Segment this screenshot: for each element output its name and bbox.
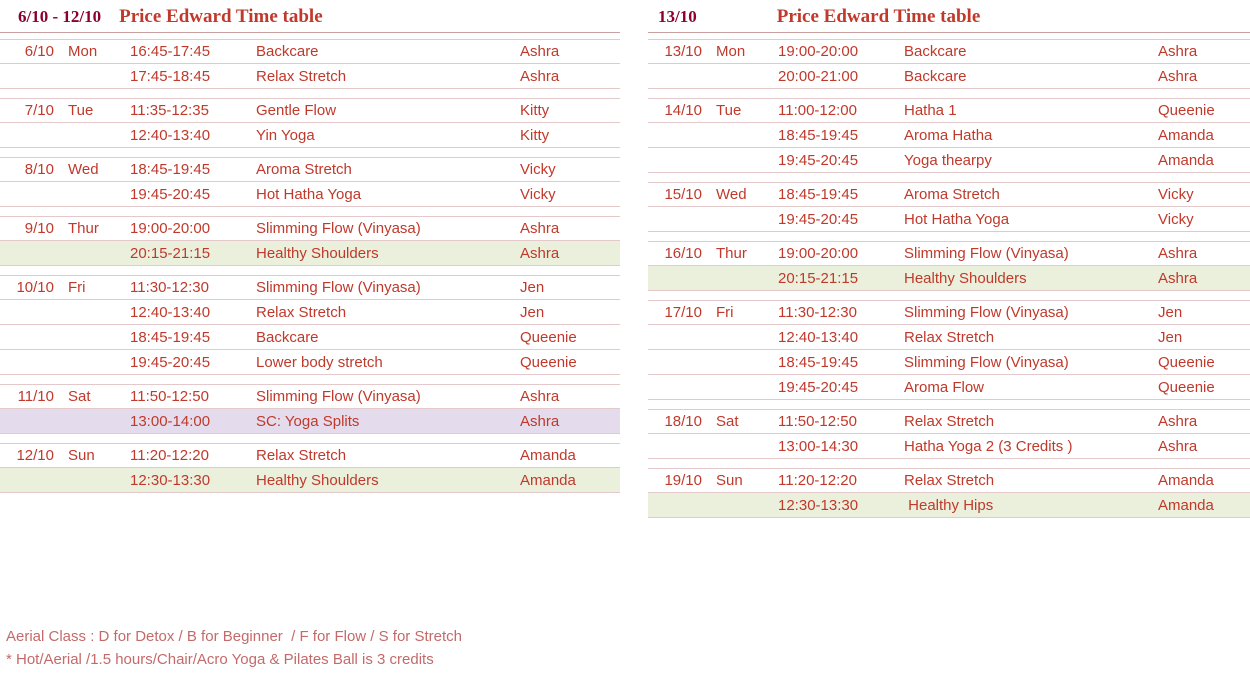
row-weekday: Mon — [716, 43, 746, 60]
row-time: 18:45-19:45 — [130, 161, 211, 178]
row-date: 11/10 — [17, 388, 54, 405]
row-date: 12/10 — [16, 447, 54, 464]
row-time: 18:45-19:45 — [778, 353, 859, 371]
row-time: 12:30-13:30 — [130, 471, 211, 489]
footer-note-1: Aerial Class : D for Detox / B for Beginner / F for Flow / S for Stretch — [6, 628, 462, 645]
row-class-name: Backcare — [904, 43, 967, 60]
row-date: 19/10 — [664, 472, 702, 489]
row-weekday: Tue — [68, 102, 94, 119]
class-row — [0, 350, 620, 375]
class-row — [648, 182, 1250, 207]
row-weekday: Wed — [716, 186, 747, 203]
row-weekday: Sat — [716, 413, 739, 430]
row-time: 16:45-17:45 — [130, 43, 211, 60]
row-time: 11:35-12:35 — [130, 102, 209, 119]
row-time: 11:20-12:20 — [778, 472, 857, 489]
row-class-name: Relax Stretch — [256, 67, 347, 85]
row-weekday: Fri — [68, 279, 86, 296]
timetable-column-left — [0, 0, 620, 502]
row-teacher: Kitty — [520, 126, 550, 144]
class-row — [648, 98, 1250, 123]
row-weekday: Sat — [68, 388, 91, 405]
row-date: 6/10 — [24, 43, 54, 60]
row-class-name: Yoga thearpy — [904, 151, 992, 169]
row-class-name: Aroma Hatha — [904, 126, 993, 144]
class-row — [648, 468, 1250, 493]
row-teacher: Amanda — [1158, 472, 1214, 489]
row-weekday: Sun — [716, 472, 743, 489]
row-time: 19:45-20:45 — [778, 378, 859, 396]
row-date: 8/10 — [24, 161, 54, 178]
row-class-name: Relax Stretch — [904, 413, 995, 430]
row-class-name: Backcare — [256, 43, 319, 60]
row-teacher: Ashra — [1158, 413, 1198, 430]
row-date: 7/10 — [24, 102, 54, 119]
row-teacher: Ashra — [1158, 245, 1198, 262]
class-row — [0, 275, 620, 300]
row-time: 19:00-20:00 — [778, 245, 859, 262]
row-time: 12:40-13:40 — [130, 126, 211, 144]
class-row — [0, 443, 620, 468]
class-row — [0, 409, 620, 434]
day-group — [0, 98, 620, 148]
row-teacher: Vicky — [1158, 186, 1194, 203]
row-teacher: Amanda — [520, 471, 576, 489]
class-row — [0, 468, 620, 493]
row-class-name: Slimming Flow (Vinyasa) — [904, 304, 1069, 321]
row-teacher: Queenie — [1158, 353, 1215, 371]
row-date: 17/10 — [664, 304, 702, 321]
row-time: 12:40-13:40 — [778, 328, 859, 346]
class-row — [648, 375, 1250, 400]
row-teacher: Ashra — [1158, 269, 1198, 287]
class-row — [648, 350, 1250, 375]
class-row — [648, 148, 1250, 173]
row-teacher: Amanda — [1158, 496, 1214, 514]
class-row — [0, 182, 620, 207]
row-weekday: Mon — [68, 43, 98, 60]
row-time: 19:00-20:00 — [130, 220, 211, 237]
row-class-name: Backcare — [256, 328, 319, 346]
day-group — [0, 384, 620, 434]
row-class-name: Hatha Yoga 2 (3 Credits ) — [904, 437, 1073, 455]
day-group — [0, 275, 620, 375]
row-class-name: Relax Stretch — [904, 472, 995, 489]
row-teacher: Jen — [1158, 328, 1183, 346]
class-row — [0, 157, 620, 182]
row-time: 19:00-20:00 — [778, 43, 859, 60]
row-time: 12:40-13:40 — [130, 303, 211, 321]
footer-notes — [6, 625, 626, 671]
row-class-name: Slimming Flow (Vinyasa) — [256, 279, 421, 296]
row-teacher: Ashra — [1158, 67, 1198, 85]
row-class-name: Backcare — [904, 67, 967, 85]
row-time: 18:45-19:45 — [778, 126, 859, 144]
row-teacher: Ashra — [520, 412, 560, 430]
row-class-name: Slimming Flow (Vinyasa) — [256, 220, 421, 237]
right-header-date-range: 13/10 — [658, 7, 697, 26]
class-row — [0, 123, 620, 148]
day-group — [648, 98, 1250, 173]
row-time: 13:00-14:30 — [778, 437, 859, 455]
row-teacher: Vicky — [520, 161, 556, 178]
class-row — [0, 216, 620, 241]
day-group — [648, 409, 1250, 459]
row-class-name: Healthy Shoulders — [256, 471, 379, 489]
class-row — [648, 325, 1250, 350]
day-group — [648, 241, 1250, 291]
row-class-name: Relax Stretch — [904, 328, 995, 346]
day-group — [648, 39, 1250, 89]
class-row — [0, 64, 620, 89]
row-teacher: Queenie — [520, 353, 577, 371]
class-row — [648, 64, 1250, 89]
class-row — [0, 241, 620, 266]
class-row — [648, 241, 1250, 266]
day-group — [648, 468, 1250, 518]
row-time: 11:50-12:50 — [778, 413, 857, 430]
row-class-name: Aroma Flow — [904, 378, 985, 396]
row-time: 12:30-13:30 — [778, 496, 859, 514]
row-teacher: Ashra — [1158, 437, 1198, 455]
row-weekday: Tue — [716, 102, 742, 119]
row-time: 19:45-20:45 — [130, 185, 211, 203]
row-class-name: Relax Stretch — [256, 447, 347, 464]
row-teacher: Queenie — [1158, 102, 1215, 119]
class-row — [648, 409, 1250, 434]
row-date: 10/10 — [16, 279, 54, 296]
row-time: 13:00-14:00 — [130, 412, 211, 430]
row-time: 17:45-18:45 — [130, 67, 211, 85]
row-teacher: Ashra — [520, 388, 560, 405]
day-group — [0, 216, 620, 266]
class-row — [648, 266, 1250, 291]
right-schedule-body — [648, 39, 1250, 518]
day-group — [0, 157, 620, 207]
left-header — [0, 0, 620, 33]
row-class-name: Healthy Shoulders — [904, 269, 1027, 287]
row-class-name: Relax Stretch — [256, 303, 347, 321]
row-teacher: Ashra — [520, 43, 560, 60]
row-time: 18:45-19:45 — [130, 328, 211, 346]
row-time: 20:15-21:15 — [130, 244, 211, 262]
row-time: 19:45-20:45 — [778, 151, 859, 169]
row-weekday: Thur — [68, 220, 99, 237]
row-class-name: Hot Hatha Yoga — [904, 210, 1010, 228]
row-time: 20:00-21:00 — [778, 67, 859, 85]
class-row — [648, 123, 1250, 148]
right-header-title: Price Edward Time table — [776, 6, 981, 27]
row-time: 11:00-12:00 — [778, 102, 857, 119]
row-class-name: Healthy Shoulders — [256, 244, 379, 262]
class-row — [0, 300, 620, 325]
row-teacher: Jen — [1158, 304, 1183, 321]
row-date: 13/10 — [664, 43, 702, 60]
class-row — [648, 493, 1250, 518]
row-date: 15/10 — [664, 186, 702, 203]
row-class-name: Gentle Flow — [256, 102, 337, 119]
row-date: 16/10 — [664, 245, 702, 262]
left-header-title: Price Edward Time table — [119, 6, 323, 27]
row-class-name: SC: Yoga Splits — [256, 412, 360, 430]
row-time: 19:45-20:45 — [778, 210, 859, 228]
row-weekday: Wed — [68, 161, 99, 178]
left-schedule-body — [0, 39, 620, 493]
class-row — [648, 434, 1250, 459]
class-row — [0, 39, 620, 64]
day-group — [648, 300, 1250, 400]
row-class-name: Hatha 1 — [904, 102, 957, 119]
day-group — [0, 443, 620, 493]
class-row — [0, 325, 620, 350]
row-time: 11:50-12:50 — [130, 388, 209, 405]
timetable-column-right — [648, 0, 1250, 527]
row-teacher: Amanda — [1158, 151, 1214, 169]
row-class-name: Yin Yoga — [256, 126, 315, 144]
class-row — [648, 39, 1250, 64]
row-class-name: Healthy Hips — [904, 496, 994, 514]
row-class-name: Aroma Stretch — [256, 161, 352, 178]
class-row — [0, 98, 620, 123]
row-teacher: Amanda — [1158, 126, 1214, 144]
row-teacher: Jen — [520, 303, 545, 321]
row-date: 14/10 — [664, 102, 702, 119]
row-time: 18:45-19:45 — [778, 186, 859, 203]
class-row — [0, 384, 620, 409]
row-teacher: Queenie — [520, 328, 577, 346]
row-class-name: Hot Hatha Yoga — [256, 185, 362, 203]
row-weekday: Fri — [716, 304, 734, 321]
day-group — [648, 182, 1250, 232]
row-time: 20:15-21:15 — [778, 269, 859, 287]
row-time: 11:30-12:30 — [778, 304, 857, 321]
row-time: 11:20-12:20 — [130, 447, 209, 464]
row-class-name: Aroma Stretch — [904, 186, 1000, 203]
row-teacher: Amanda — [520, 447, 576, 464]
row-date: 18/10 — [664, 413, 702, 430]
row-class-name: Slimming Flow (Vinyasa) — [256, 388, 421, 405]
row-class-name: Slimming Flow (Vinyasa) — [904, 245, 1069, 262]
right-header — [648, 0, 1250, 33]
row-teacher: Ashra — [520, 220, 560, 237]
row-weekday: Thur — [716, 245, 747, 262]
row-weekday: Sun — [68, 447, 95, 464]
row-class-name: Lower body stretch — [256, 353, 383, 371]
row-time: 19:45-20:45 — [130, 353, 211, 371]
row-teacher: Vicky — [1158, 210, 1194, 228]
row-class-name: Slimming Flow (Vinyasa) — [904, 353, 1069, 371]
row-teacher: Kitty — [520, 102, 550, 119]
row-time: 11:30-12:30 — [130, 279, 209, 296]
day-group — [0, 39, 620, 89]
row-teacher: Queenie — [1158, 378, 1215, 396]
class-row — [648, 207, 1250, 232]
left-header-date-range: 6/10 - 12/10 — [18, 7, 102, 26]
row-teacher: Ashra — [520, 67, 560, 85]
row-date: 9/10 — [24, 220, 54, 237]
row-teacher: Vicky — [520, 185, 556, 203]
row-teacher: Jen — [520, 279, 545, 296]
footer-note-2: * Hot/Aerial /1.5 hours/Chair/Acro Yoga & Pilates Ball is 3 credits — [6, 651, 434, 668]
row-teacher: Ashra — [1158, 43, 1198, 60]
class-row — [648, 300, 1250, 325]
row-teacher: Ashra — [520, 244, 560, 262]
